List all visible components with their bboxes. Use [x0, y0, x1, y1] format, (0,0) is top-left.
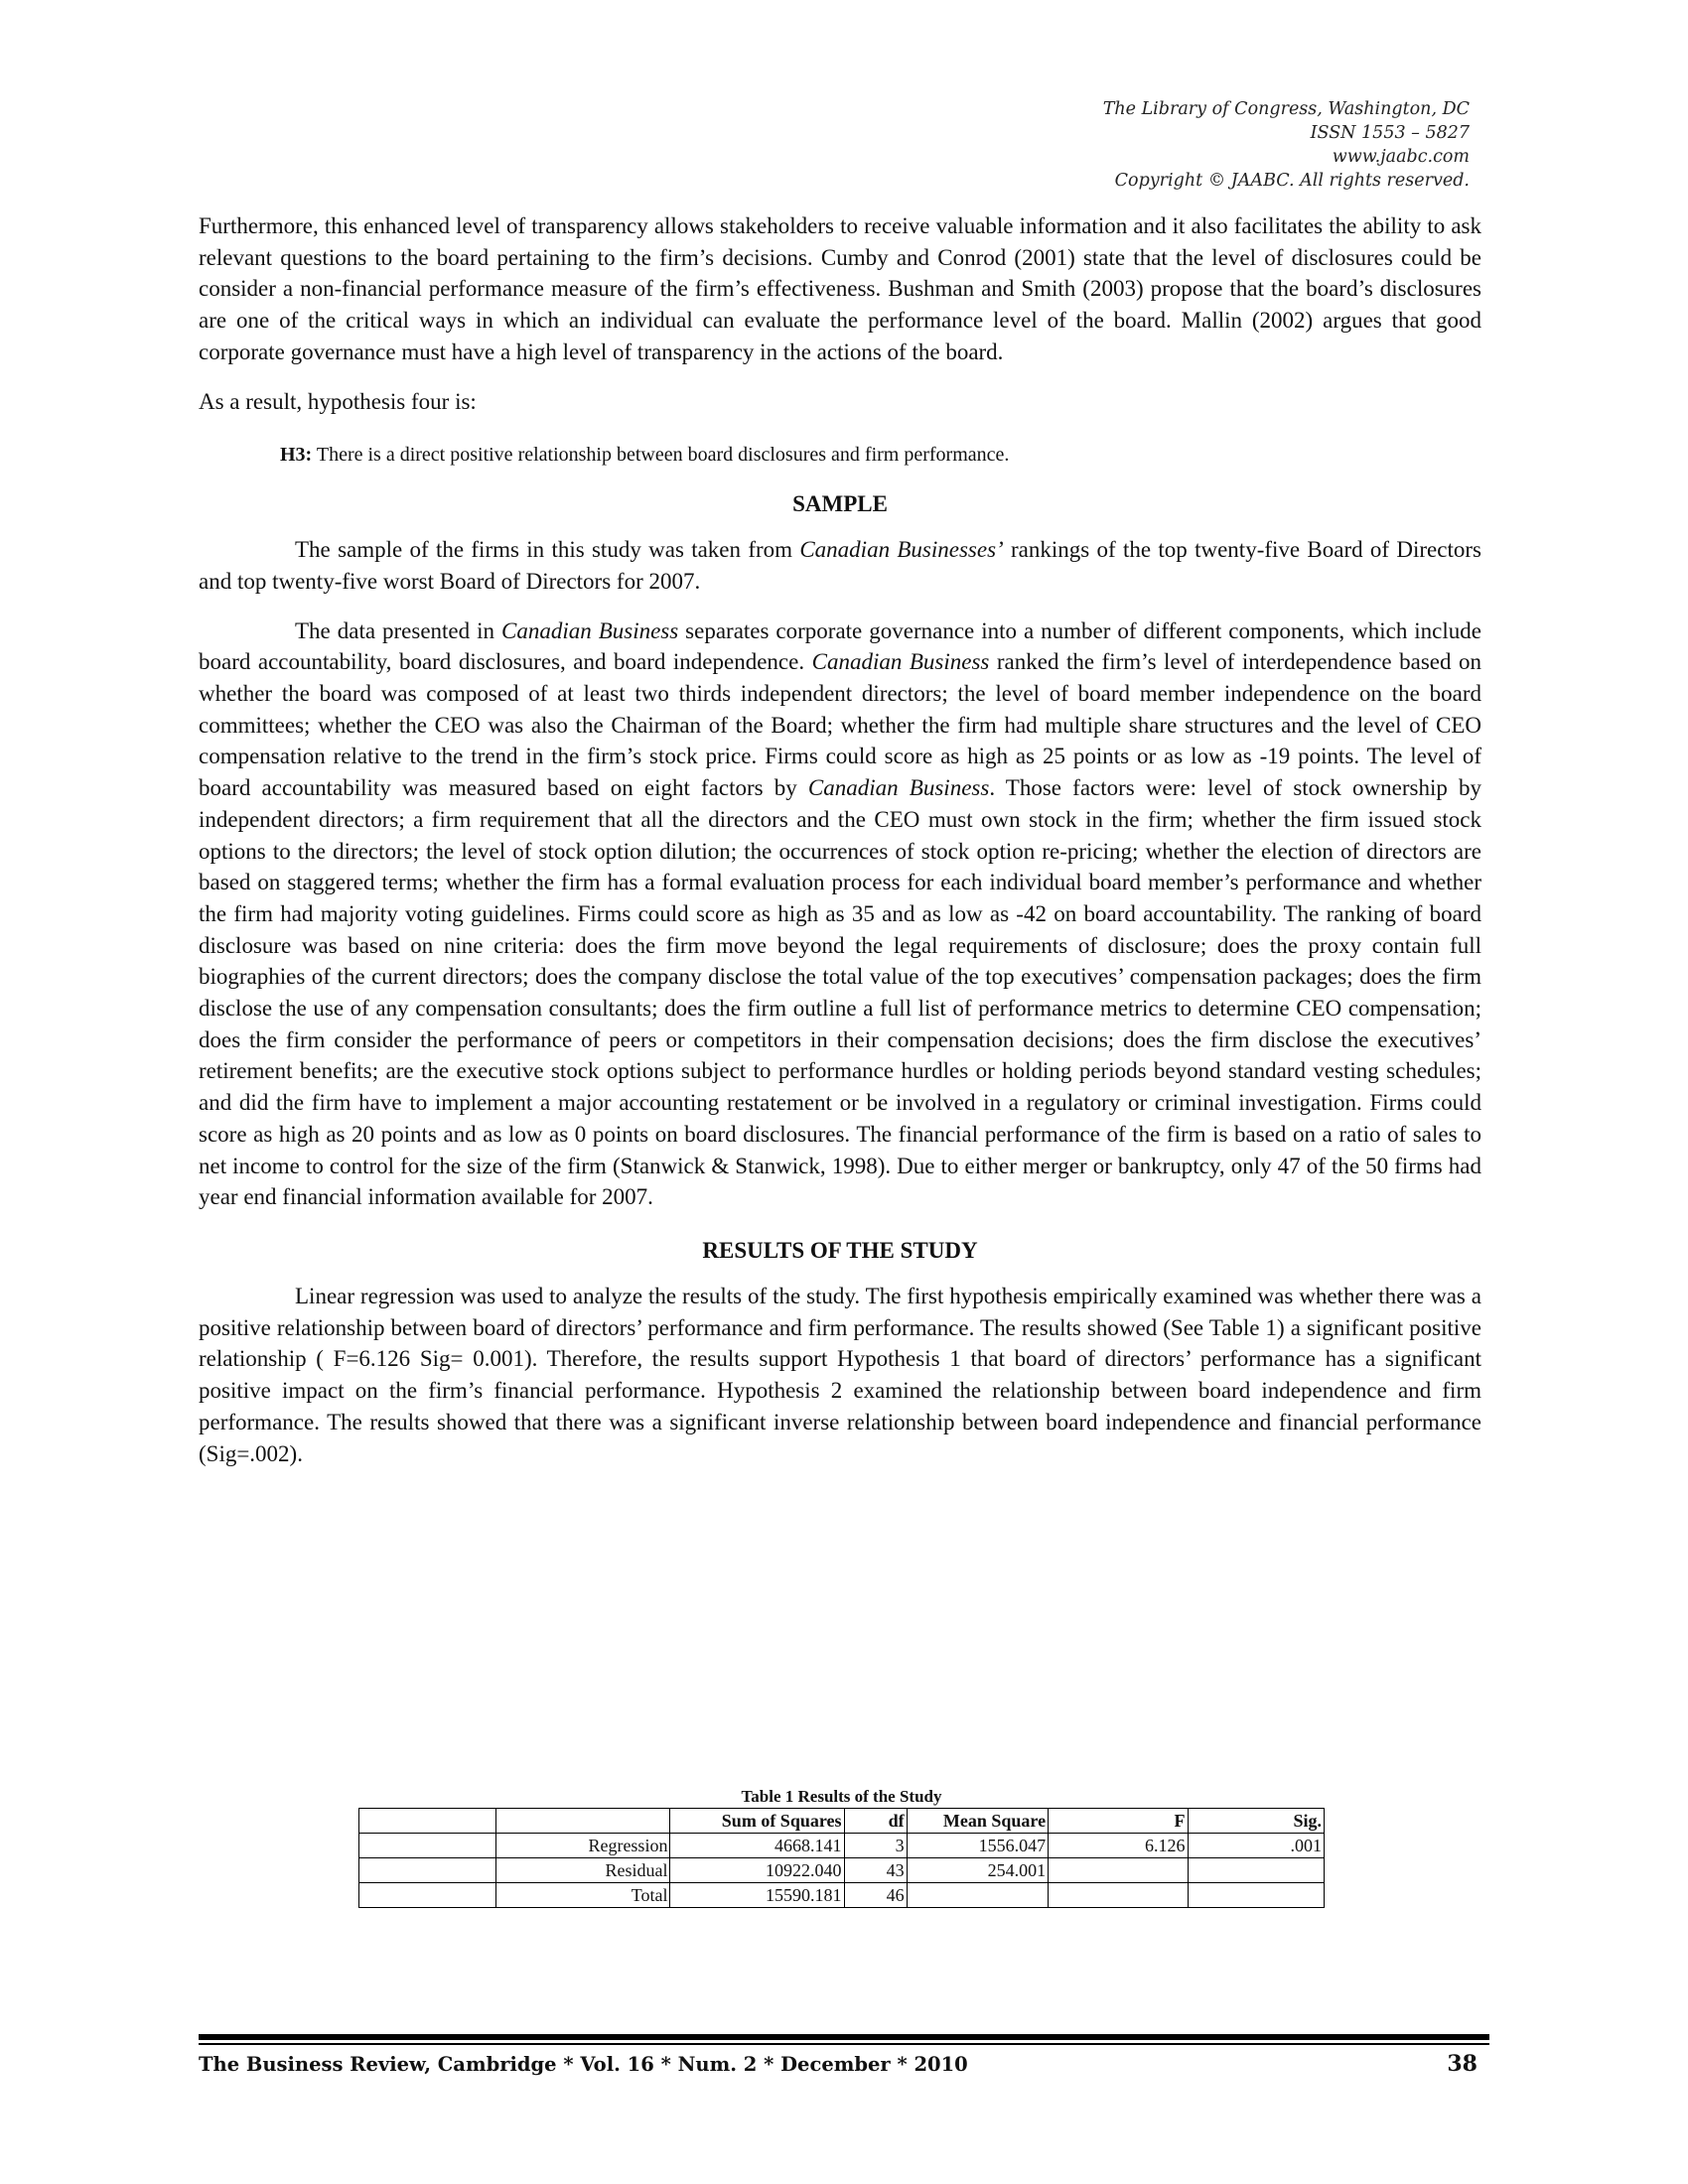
hypothesis-statement — [280, 441, 1481, 469]
table-header-cell: F — [1049, 1809, 1188, 1834]
table-cell: 1556.047 — [907, 1834, 1048, 1858]
header-line-website: www.jaabc.com — [1332, 147, 1470, 167]
table-cell: 6.126 — [1049, 1834, 1188, 1858]
article-body — [199, 210, 1481, 1469]
table-cell: 254.001 — [907, 1858, 1048, 1883]
text-run: . Those factors were: level of stock ownership by independent directors; a firm requirement that all the directors and the CEO must own stock in the firm; whether the firm issued stock options to the directors; the level of stock option dilution; the occurrences of stock option re-pricing; whether the election of directors are based on staggered terms; whether the firm has a formal evaluation process for each individual board member’s performance and whether the firm had majority voting guidelines. Firms could score as high as 35 and as low as -42 on board accountability. The ranking of board disclosure was based on nine criteria: does the firm move beyond the legal requirements of disclosure; does the proxy contain full biographies of the current directors; does the company disclose the total value of the top executives’ compensation packages; does the firm disclose the use of any compensation consultants; does the firm outline a full list of performance metrics to determine CEO compensation; does the firm consider the performance of peers or competitors in their compensation decisions; does the firm disclose the executives’ retirement benefits; are the executive stock options subject to performance hurdles or holding periods beyond standard vesting schedules; and did the firm have to implement a major accounting restatement or be involved in a regulatory or criminal investigation. Firms could score as high as 20 points and as low as 0 points on board disclosures. The financial performance of the firm is based on a ratio of sales to net income to control for the size of the firm (Stanwick & Stanwick, 1998). Due to either merger or bankruptcy, only 47 of the 50 firms had year end financial information available for 2007. — [199, 775, 1482, 1210]
text-run: rankings of the top twenty-five Board of Directors and top twenty-five worst Board of Directors for 2007. — [199, 537, 1481, 594]
table-cell — [907, 1883, 1048, 1908]
results-table-block — [358, 1787, 1325, 1908]
section-heading-results: RESULTS OF THE STUDY — [702, 1237, 978, 1263]
text-run: ranked the firm’s level of interdependence based on whether the board was composed of at least two thirds independent directors; the level of board member independence on the board committees; whether the CEO was also the Chairman of the Board; whether the firm had multiple share structures and the level of CEO compensation relative to the trend in the firm’s stock price. Firms could score as high as 25 points or as low as -19 points. The level of board accountability was measured based on eight factors by — [199, 649, 1482, 801]
page-header — [1103, 97, 1470, 193]
hypothesis-text: There is a direct positive relationship between board disclosures and firm performance. — [312, 444, 1010, 467]
table-cell: 10922.040 — [670, 1858, 844, 1883]
table-row — [359, 1883, 1325, 1908]
table-row — [359, 1858, 1325, 1883]
table-cell: 15590.181 — [670, 1883, 844, 1908]
table-cell: .001 — [1188, 1834, 1324, 1858]
header-line-copyright: Copyright © JAABC. All rights reserved. — [1114, 171, 1470, 191]
italic-source-name: Canadian Business — [807, 775, 990, 801]
table-cell — [1049, 1858, 1188, 1883]
table-cell: Residual — [496, 1858, 670, 1883]
table-cell: 46 — [844, 1883, 907, 1908]
italic-source-name: Canadian Business — [500, 617, 679, 643]
hypothesis-label: H3: — [280, 444, 313, 467]
footer-rule-thick — [199, 2034, 1489, 2040]
results-table — [358, 1808, 1325, 1908]
paragraph-sample — [199, 534, 1481, 597]
italic-source-name: Canadian Business — [811, 649, 990, 675]
header-line-issn: ISSN 1553 – 5827 — [1310, 123, 1470, 143]
table-header-cell: Sig. — [1188, 1809, 1324, 1834]
footer-journal-citation: The Business Review, Cambridge * Vol. 16 * Num. 2 * December * 2010 — [199, 2053, 968, 2076]
table-cell: 4668.141 — [670, 1834, 844, 1858]
table-cell: Total — [496, 1883, 670, 1908]
table-cell: Regression — [496, 1834, 670, 1858]
table-row — [359, 1834, 1325, 1858]
paragraph-data-description — [199, 615, 1481, 1213]
paragraph-transparency: Furthermore, this enhanced level of transparency allows stakeholders to receive valuable information and it also facilitates the ability to ask relevant questions to the board pertaining to the firm’s decisions. Cumby and Conrod (2001) state that the level of disclosures could be consider a non-financial performance measure of the firm’s effectiveness. Bushman and Smith (2003) propose that the board’s disclosures are one of the critical ways in which an individual can evaluate the performance level of the board. Mallin (2002) argues that good corporate governance must have a high level of transparency in the actions of the board. — [199, 213, 1481, 364]
table-cell — [359, 1834, 496, 1858]
text-run: The sample of the firms in this study was taken from — [295, 537, 800, 563]
table-cell — [1049, 1883, 1188, 1908]
paragraph-results: Linear regression was used to analyze the results of the study. The first hypothesis empirically examined was whether there was a positive relationship between board of directors’ performance and firm performance. The results showed (See Table 1) a significant positive relationship ( F=6.126 Sig= 0.001). Therefore, the results support Hypothesis 1 that board of directors’ performance has a significant positive impact on the firm’s financial performance. Hypothesis 2 examined the relationship between board independence and firm performance. The results showed that there was a significant inverse relationship between board independence and financial performance (Sig=.002). — [199, 1283, 1481, 1466]
table-header-cell — [496, 1809, 670, 1834]
table-cell — [359, 1883, 496, 1908]
section-heading-sample: SAMPLE — [792, 491, 888, 517]
header-line-library: The Library of Congress, Washington, DC — [1102, 99, 1470, 119]
table-cell: 43 — [844, 1858, 907, 1883]
table-header-cell — [359, 1809, 496, 1834]
text-run: separates corporate governance into a number of different components, which include board accountability, board disclosures, and board independence. — [199, 617, 1481, 675]
table-cell: 3 — [844, 1834, 907, 1858]
italic-source-name: Canadian Businesses’ — [799, 537, 1004, 563]
table-cell — [359, 1858, 496, 1883]
table-caption: Table 1 Results of the Study — [741, 1787, 942, 1806]
paragraph-hypothesis-intro: As a result, hypothesis four is: — [199, 388, 477, 414]
table-header-cell: Mean Square — [907, 1809, 1048, 1834]
table-cell — [1188, 1883, 1324, 1908]
table-header-cell: Sum of Squares — [670, 1809, 844, 1834]
footer-rule-thin — [199, 2043, 1489, 2045]
table-cell — [1188, 1858, 1324, 1883]
table-header-cell: df — [844, 1809, 907, 1834]
text-run: The data presented in — [295, 617, 501, 643]
footer-page-number: 38 — [1447, 2051, 1477, 2077]
table-header-row — [359, 1809, 1325, 1834]
